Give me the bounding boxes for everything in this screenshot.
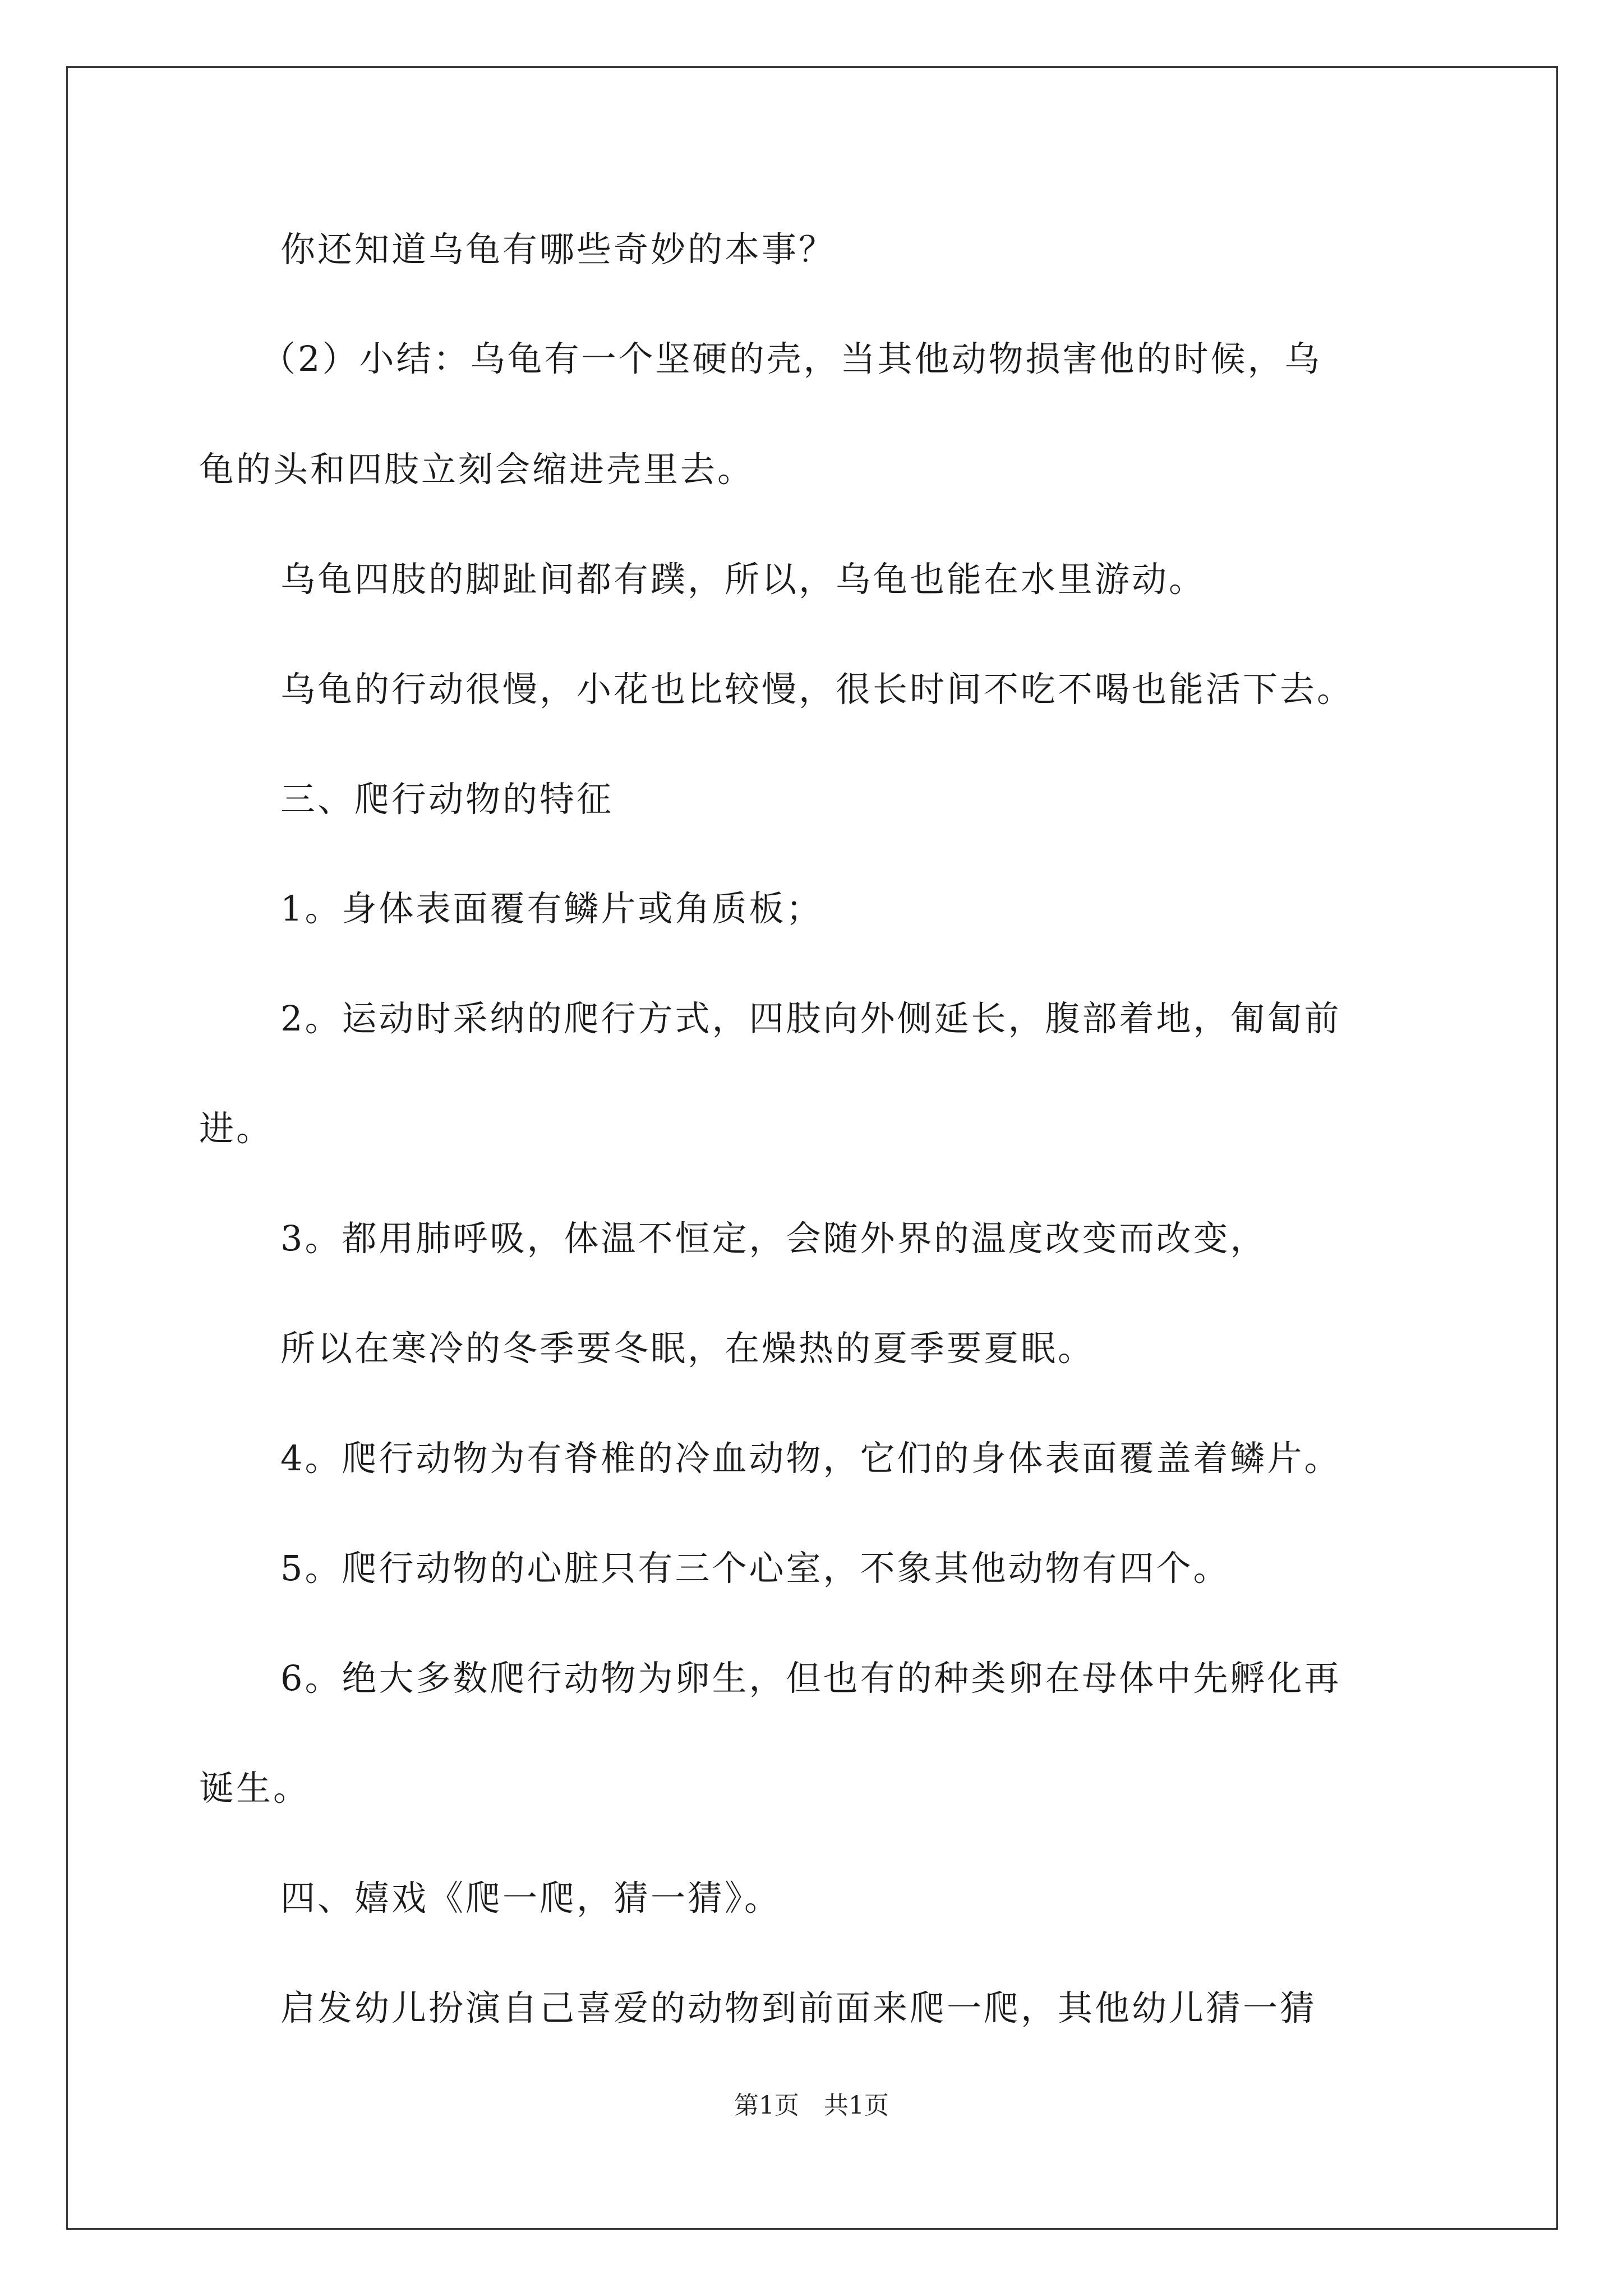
text-line: 乌龟四肢的脚趾间都有蹼，所以，乌龟也能在水里游动。 [280,559,1206,600]
text-line: 龟的头和四肢立刻会缩进壳里去。 [199,449,755,490]
list-item: 5。爬行动物的心脏只有三个心室，不象其他动物有四个。 [280,1548,1230,1589]
text-line: 启发幼儿扮演自己喜爱的动物到前面来爬一爬，其他幼儿猜一猜 [280,1987,1317,2028]
page-footer: 第1页 共1页 [734,2091,889,2120]
section-heading: 四、嬉戏《爬一爬，猜一猜》。 [280,1878,782,1918]
text-line: （2）小结：乌龟有一个坚硬的壳，当其他动物损害他的时候，乌 [261,338,1322,379]
text-line: 你还知道乌龟有哪些奇妙的本事？ [280,229,836,270]
list-item: 1。身体表面覆有鳞片或角质板； [280,888,823,929]
list-item: 4。爬行动物为有脊椎的冷血动物，它们的身体表面覆盖着鳞片。 [280,1438,1341,1479]
text-line: 所以在寒冷的冬季要冬眠，在燥热的夏季要夏眠。 [280,1328,1095,1369]
text-line: 进。 [199,1108,274,1149]
text-line: 诞生。 [199,1768,311,1809]
text-line: 乌龟的行动很慢，小花也比较慢，很长时间不吃不喝也能活下去。 [280,669,1354,710]
list-item: 6。绝大多数爬行动物为卵生，但也有的种类卵在母体中先孵化再 [280,1658,1341,1699]
section-heading: 三、爬行动物的特征 [280,779,614,820]
list-item: 3。都用肺呼吸，体温不恒定，会随外界的温度改变而改变， [280,1218,1267,1259]
list-item: 2。运动时采纳的爬行方式，四肢向外侧延长，腹部着地，匍匐前 [280,998,1341,1039]
